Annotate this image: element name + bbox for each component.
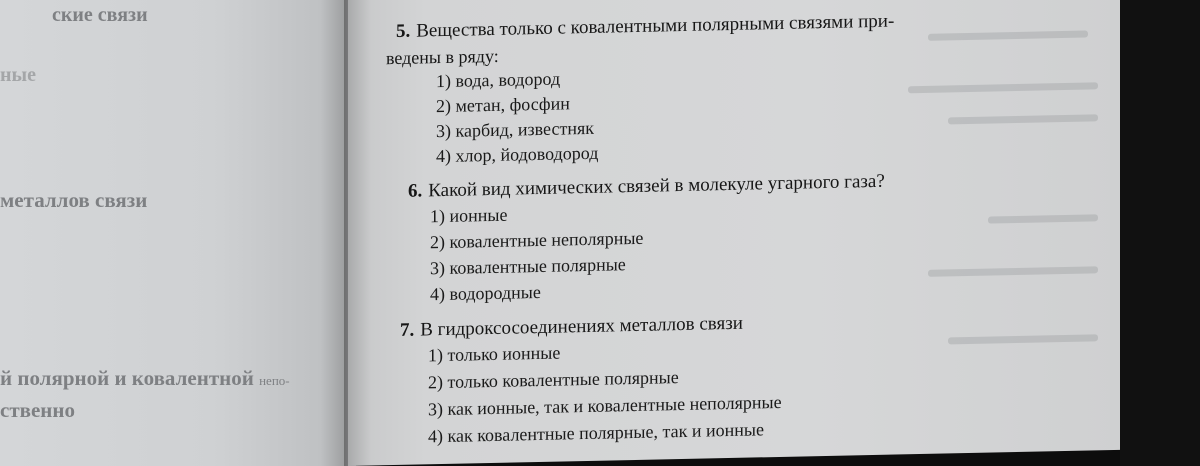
left-text-line: ские связи (52, 4, 148, 26)
answer-option: 1) вода, водород (436, 68, 561, 92)
bleed-through (948, 334, 1098, 344)
question-continuation: ведены в ряду: (386, 45, 499, 69)
left-text-line: ственно (0, 398, 75, 422)
bleed-through (948, 114, 1098, 124)
answer-option: 2) метан, фосфин (436, 93, 570, 117)
bleed-through (908, 82, 1098, 93)
answer-option: 3) карбид, известняк (436, 117, 594, 142)
answer-option: 2) ковалентные неполярные (430, 227, 644, 253)
left-text-line: металлов связи (0, 188, 148, 212)
answer-option: 4) как ковалентные полярные, так и ионные (428, 419, 764, 447)
answer-option: 4) хлор, йодоводород (436, 142, 599, 167)
left-text-line: й полярной и ковалентной непо- (0, 366, 290, 390)
bleed-through (928, 30, 1088, 40)
bleed-through (928, 266, 1098, 277)
answer-option: 3) как ионные, так и ковалентные неполярные (428, 391, 782, 420)
answer-option: 1) только ионные (428, 342, 561, 366)
question-title: 7. В гидроксосоединениях металлов связи (400, 312, 743, 341)
answer-option: 4) водородные (430, 281, 541, 305)
question-title: 6. Какой вид химических связей в молекуле угарного газа? (408, 170, 885, 202)
dark-background (1120, 0, 1200, 466)
question-title: 5. Вещества только с ковалентными полярными связями при- (396, 10, 895, 42)
answer-option: 1) ионные (430, 204, 508, 227)
answer-option: 3) ковалентные полярные (430, 254, 626, 279)
answer-option: 2) только ковалентные полярные (428, 367, 679, 393)
bleed-through (988, 214, 1098, 223)
right-page (348, 0, 1120, 466)
left-page (0, 0, 356, 466)
left-text-line: ные (0, 64, 37, 86)
